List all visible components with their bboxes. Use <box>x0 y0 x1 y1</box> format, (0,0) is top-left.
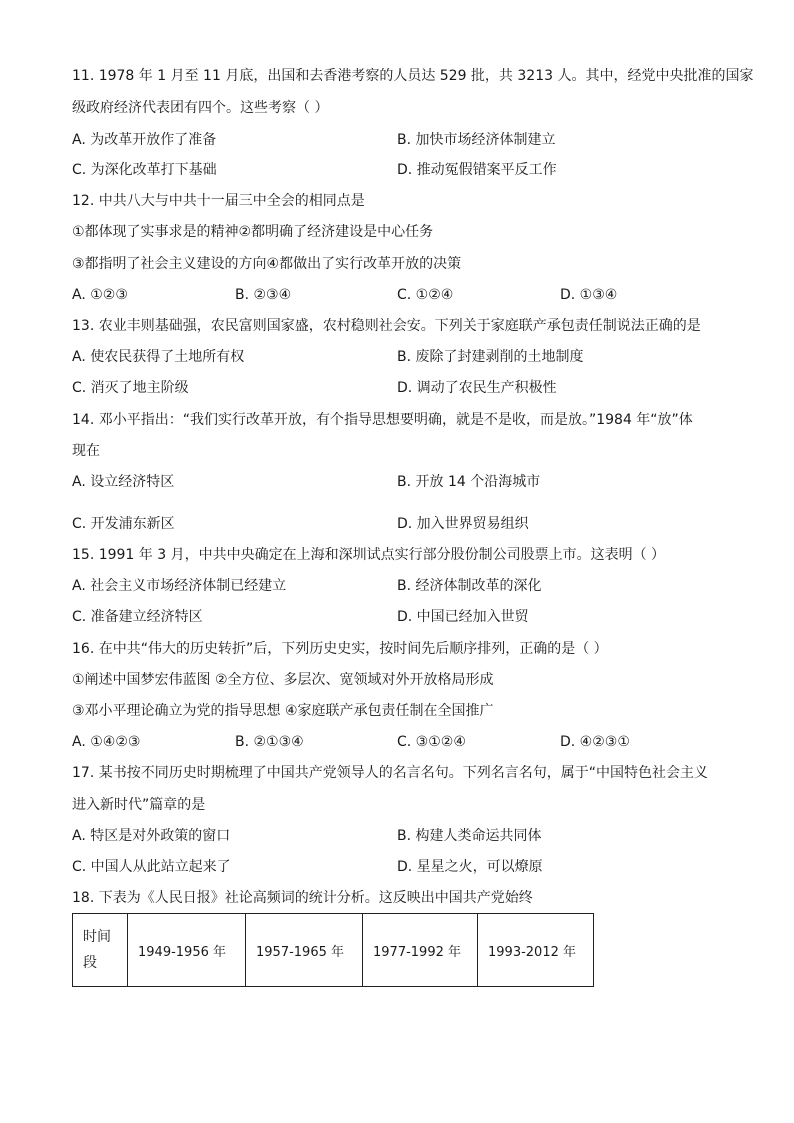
q13-option-b[interactable]: B. 废除了封建剥削的土地制度 <box>397 349 584 365</box>
q16-option-c[interactable]: C. ③①②④ <box>397 734 466 750</box>
q11-option-c[interactable]: C. 为深化改革打下基础 <box>72 162 217 178</box>
q12-stem-line-3: ③都指明了社会主义建设的方向④都做出了实行改革开放的决策 <box>72 256 462 272</box>
q13-option-c[interactable]: C. 消灭了地主阶级 <box>72 380 189 396</box>
q13-option-a[interactable]: A. 使农民获得了土地所有权 <box>72 349 245 365</box>
q11-stem-line-1: 11. 1978 年 1 月至 11 月底，出国和去香港考察的人员达 529 批，共 3213 人。其中，经党中央批准的国家 <box>72 68 754 84</box>
q17-stem-line-2: 进入新时代”篇章的是 <box>72 797 206 813</box>
q17-option-c[interactable]: C. 中国人从此站立起来了 <box>72 859 231 875</box>
q13-stem-line-1: 13. 农业丰则基础强，农民富则国家盛，农村稳则社会安。下列关于家庭联产承包责任制说法正确的是 <box>72 318 701 334</box>
table-header-cell: 时间段 <box>73 914 128 987</box>
q14-option-c[interactable]: C. 开发浦东新区 <box>72 516 175 532</box>
q15-option-a[interactable]: A. 社会主义市场经济体制已经建立 <box>72 578 287 594</box>
q14-option-d[interactable]: D. 加入世界贸易组织 <box>397 516 529 532</box>
q12-option-d[interactable]: D. ①③④ <box>560 287 618 303</box>
q11-option-d[interactable]: D. 推动冤假错案平反工作 <box>397 162 557 178</box>
q14-stem-line-2: 现在 <box>72 443 100 459</box>
q14-option-b[interactable]: B. 开放 14 个沿海城市 <box>397 474 541 490</box>
q11-stem-line-2: 级政府经济代表团有四个。这些考察（ ） <box>72 100 329 116</box>
q15-option-c[interactable]: C. 准备建立经济特区 <box>72 609 203 625</box>
q11-option-a[interactable]: A. 为改革开放作了准备 <box>72 132 217 148</box>
q12-option-c[interactable]: C. ①②④ <box>397 287 454 303</box>
q17-option-d[interactable]: D. 星星之火，可以燎原 <box>397 859 543 875</box>
q16-stem-line-1: 16. 在中共“伟大的历史转折”后，下列历史史实，按时间先后顺序排列，正确的是（ ） <box>72 641 608 657</box>
q16-option-d[interactable]: D. ④②③① <box>560 734 630 750</box>
q17-stem-line-1: 17. 某书按不同历史时期梳理了中国共产党领导人的名言名句。下列名言名句，属于“中国特色社会主义 <box>72 765 708 781</box>
q12-stem-line-2: ①都体现了实事求是的精神②都明确了经济建设是中心任务 <box>72 224 434 240</box>
high-frequency-words-table <box>72 913 594 987</box>
table-cell-period-3: 1977-1992 年 <box>363 914 478 987</box>
q16-option-b[interactable]: B. ②①③④ <box>235 734 304 750</box>
table-row <box>73 914 594 987</box>
q12-option-b[interactable]: B. ②③④ <box>235 287 292 303</box>
q16-stem-line-3: ③邓小平理论确立为党的指导思想 ④家庭联产承包责任制在全国推广 <box>72 703 494 719</box>
q14-stem-line-1: 14. 邓小平指出：“我们实行改革开放，有个指导思想要明确，就是不是收，而是放。”1984 年“放”体 <box>72 412 693 428</box>
q13-option-d[interactable]: D. 调动了农民生产积极性 <box>397 380 557 396</box>
q18-stem-line-1: 18. 下表为《人民日报》社论高频词的统计分析。这反映出中国共产党始终 <box>72 890 533 906</box>
q14-option-a[interactable]: A. 设立经济特区 <box>72 474 175 490</box>
q15-option-d[interactable]: D. 中国已经加入世贸 <box>397 609 529 625</box>
q17-option-a[interactable]: A. 特区是对外政策的窗口 <box>72 828 231 844</box>
q17-option-b[interactable]: B. 构建人类命运共同体 <box>397 828 542 844</box>
table-cell-period-1: 1949-1956 年 <box>128 914 246 987</box>
table-cell-period-2: 1957-1965 年 <box>246 914 363 987</box>
q15-option-b[interactable]: B. 经济体制改革的深化 <box>397 578 542 594</box>
table-cell-period-4: 1993-2012 年 <box>478 914 594 987</box>
q11-option-b[interactable]: B. 加快市场经济体制建立 <box>397 132 556 148</box>
q15-stem-line-1: 15. 1991 年 3 月，中共中央确定在上海和深圳试点实行部分股份制公司股票上市。这表明（ ） <box>72 547 666 563</box>
q12-option-a[interactable]: A. ①②③ <box>72 287 128 303</box>
q12-stem-line-1: 12. 中共八大与中共十一届三中全会的相同点是 <box>72 193 365 209</box>
q16-option-a[interactable]: A. ①④②③ <box>72 734 141 750</box>
q16-stem-line-2: ①阐述中国梦宏伟蓝图 ②全方位、多层次、宽领域对外开放格局形成 <box>72 672 494 688</box>
